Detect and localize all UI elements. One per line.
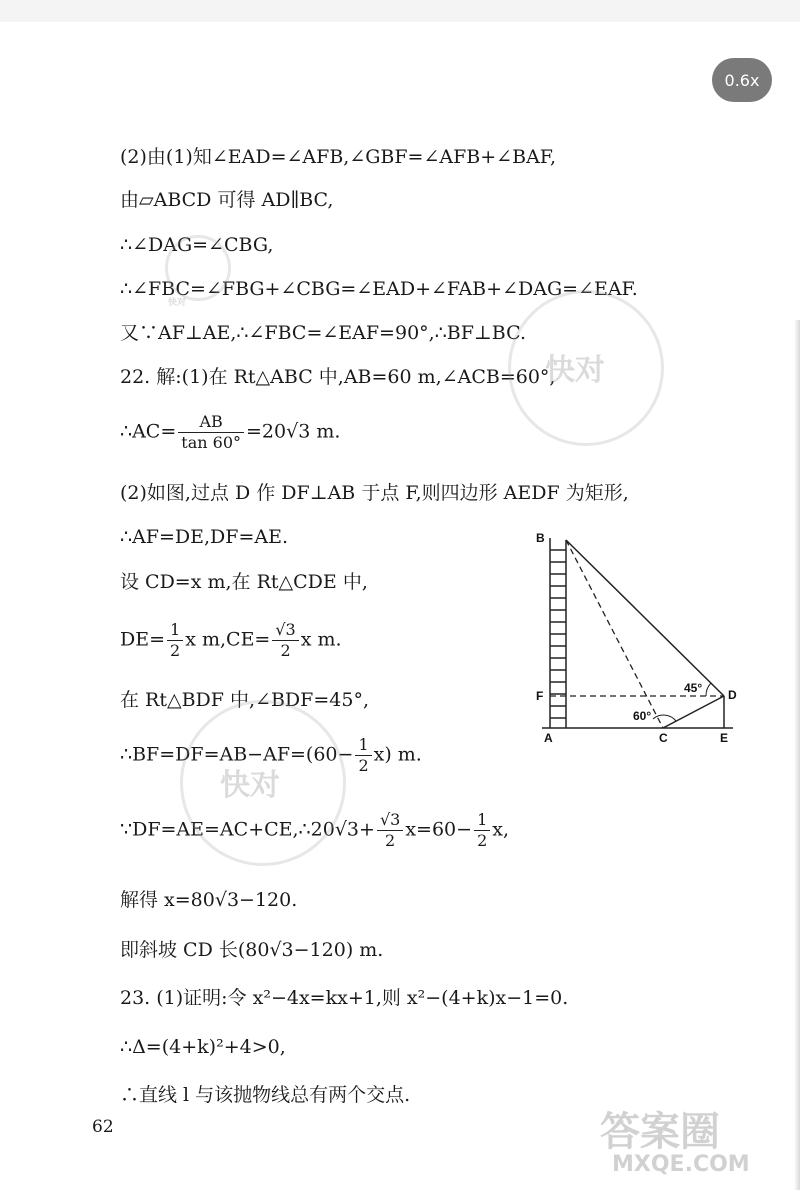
text-line: 在 Rt△BDF 中,∠BDF=45°, xyxy=(120,689,369,711)
df-part-2: x=60− xyxy=(405,818,473,841)
text-line: 又∵AF⊥AE,∴∠FBC=∠EAF=90°,∴BF⊥BC. xyxy=(120,322,527,344)
bf-part-2: x) m. xyxy=(373,743,422,766)
df-part-1: ∵DF=AE=AC+CE,∴20√3+ xyxy=(120,818,375,841)
ac-right: =20√3 m. xyxy=(246,420,341,443)
ac-fraction xyxy=(178,412,244,453)
page-edge-shadow xyxy=(794,320,800,1190)
geometry-figure xyxy=(528,528,748,750)
df-num-1: √3 xyxy=(377,810,403,831)
label-f: F xyxy=(536,689,544,703)
watermark-text: 快对 xyxy=(545,353,605,388)
bf-den: 2 xyxy=(358,756,369,775)
angle-45-arc xyxy=(706,683,711,696)
playback-speed-button[interactable]: 0.6x xyxy=(712,58,772,102)
df-num-2: 1 xyxy=(474,810,490,831)
de-fraction-1 xyxy=(167,620,183,661)
question-22-line: 22. 解:(1)在 Rt△ABC 中,AB=60 m,∠ACB=60°, xyxy=(120,366,556,388)
de-num-2: √3 xyxy=(272,620,298,641)
text-line: (2)如图,过点 D 作 DF⊥AB 于点 F,则四边形 AEDF 为矩形, xyxy=(120,482,629,504)
label-angle-45: 45° xyxy=(684,681,703,695)
watermark-url: MXQE.COM xyxy=(612,1152,750,1177)
de-part-2: x m,CE= xyxy=(185,628,271,651)
text-line: ∴∠DAG=∠CBG, xyxy=(120,234,274,256)
watermark-stamp xyxy=(165,235,231,301)
text-line: 设 CD=x m,在 Rt△CDE 中, xyxy=(120,571,368,593)
segment-bc xyxy=(566,540,663,728)
bf-num: 1 xyxy=(355,735,371,756)
label-e: E xyxy=(720,731,729,745)
de-part-1: DE= xyxy=(120,628,166,651)
de-equation xyxy=(120,620,342,661)
watermark-text: 快对 xyxy=(220,768,280,803)
question-23-line: 23. (1)证明:令 x²−4x=kx+1,则 x²−(4+k)x−1=0. xyxy=(120,987,569,1009)
de-num-1: 1 xyxy=(167,620,183,641)
watermark-small-text: 快对 xyxy=(168,298,187,308)
text-line: ∴Δ=(4+k)²+4>0, xyxy=(120,1036,286,1058)
watermark-logo-text: 答案圈 xyxy=(600,1109,720,1155)
bf-part-1: ∴BF=DF=AB−AF=(60− xyxy=(120,743,354,766)
text-line: ∴∠FBC=∠FBG+∠CBG=∠EAD+∠FAB+∠DAG=∠EAF. xyxy=(120,278,638,300)
bf-fraction xyxy=(355,735,371,776)
segment-cd xyxy=(663,696,724,728)
label-c: C xyxy=(659,731,668,745)
label-d: D xyxy=(728,688,737,702)
ac-numerator: AB xyxy=(178,412,244,433)
ac-equation xyxy=(120,412,340,453)
building-ladder xyxy=(550,538,566,728)
text-line: 解得 x=80√3−120. xyxy=(120,889,298,911)
df-part-3: x, xyxy=(492,818,510,841)
page-number: 62 xyxy=(92,1117,114,1137)
ac-denominator: tan 60° xyxy=(181,433,241,452)
text-line: ∴AF=DE,DF=AE. xyxy=(120,526,289,548)
df-den-2: 2 xyxy=(477,831,488,850)
text-line: 由▱ABCD 可得 AD∥BC, xyxy=(120,189,334,211)
label-angle-60: 60° xyxy=(633,709,652,723)
text-line: ∴直线 l 与该抛物线总有两个交点. xyxy=(120,1084,411,1106)
angle-60-arc xyxy=(653,715,676,721)
segment-bd xyxy=(566,540,724,696)
df-fraction-1 xyxy=(377,810,403,851)
df-den-1: 2 xyxy=(385,831,396,850)
ac-left: ∴AC= xyxy=(120,420,177,443)
label-b: B xyxy=(536,531,545,545)
text-line: (2)由(1)知∠EAD=∠AFB,∠GBF=∠AFB+∠BAF, xyxy=(120,146,557,168)
de-den-1: 2 xyxy=(170,641,181,660)
de-part-3: x m. xyxy=(300,628,342,651)
label-a: A xyxy=(544,731,553,745)
top-bar xyxy=(0,0,800,22)
de-den-2: 2 xyxy=(280,641,291,660)
de-fraction-2 xyxy=(272,620,298,661)
df-fraction-2 xyxy=(474,810,490,851)
text-line: 即斜坡 CD 长(80√3−120) m. xyxy=(120,939,384,961)
